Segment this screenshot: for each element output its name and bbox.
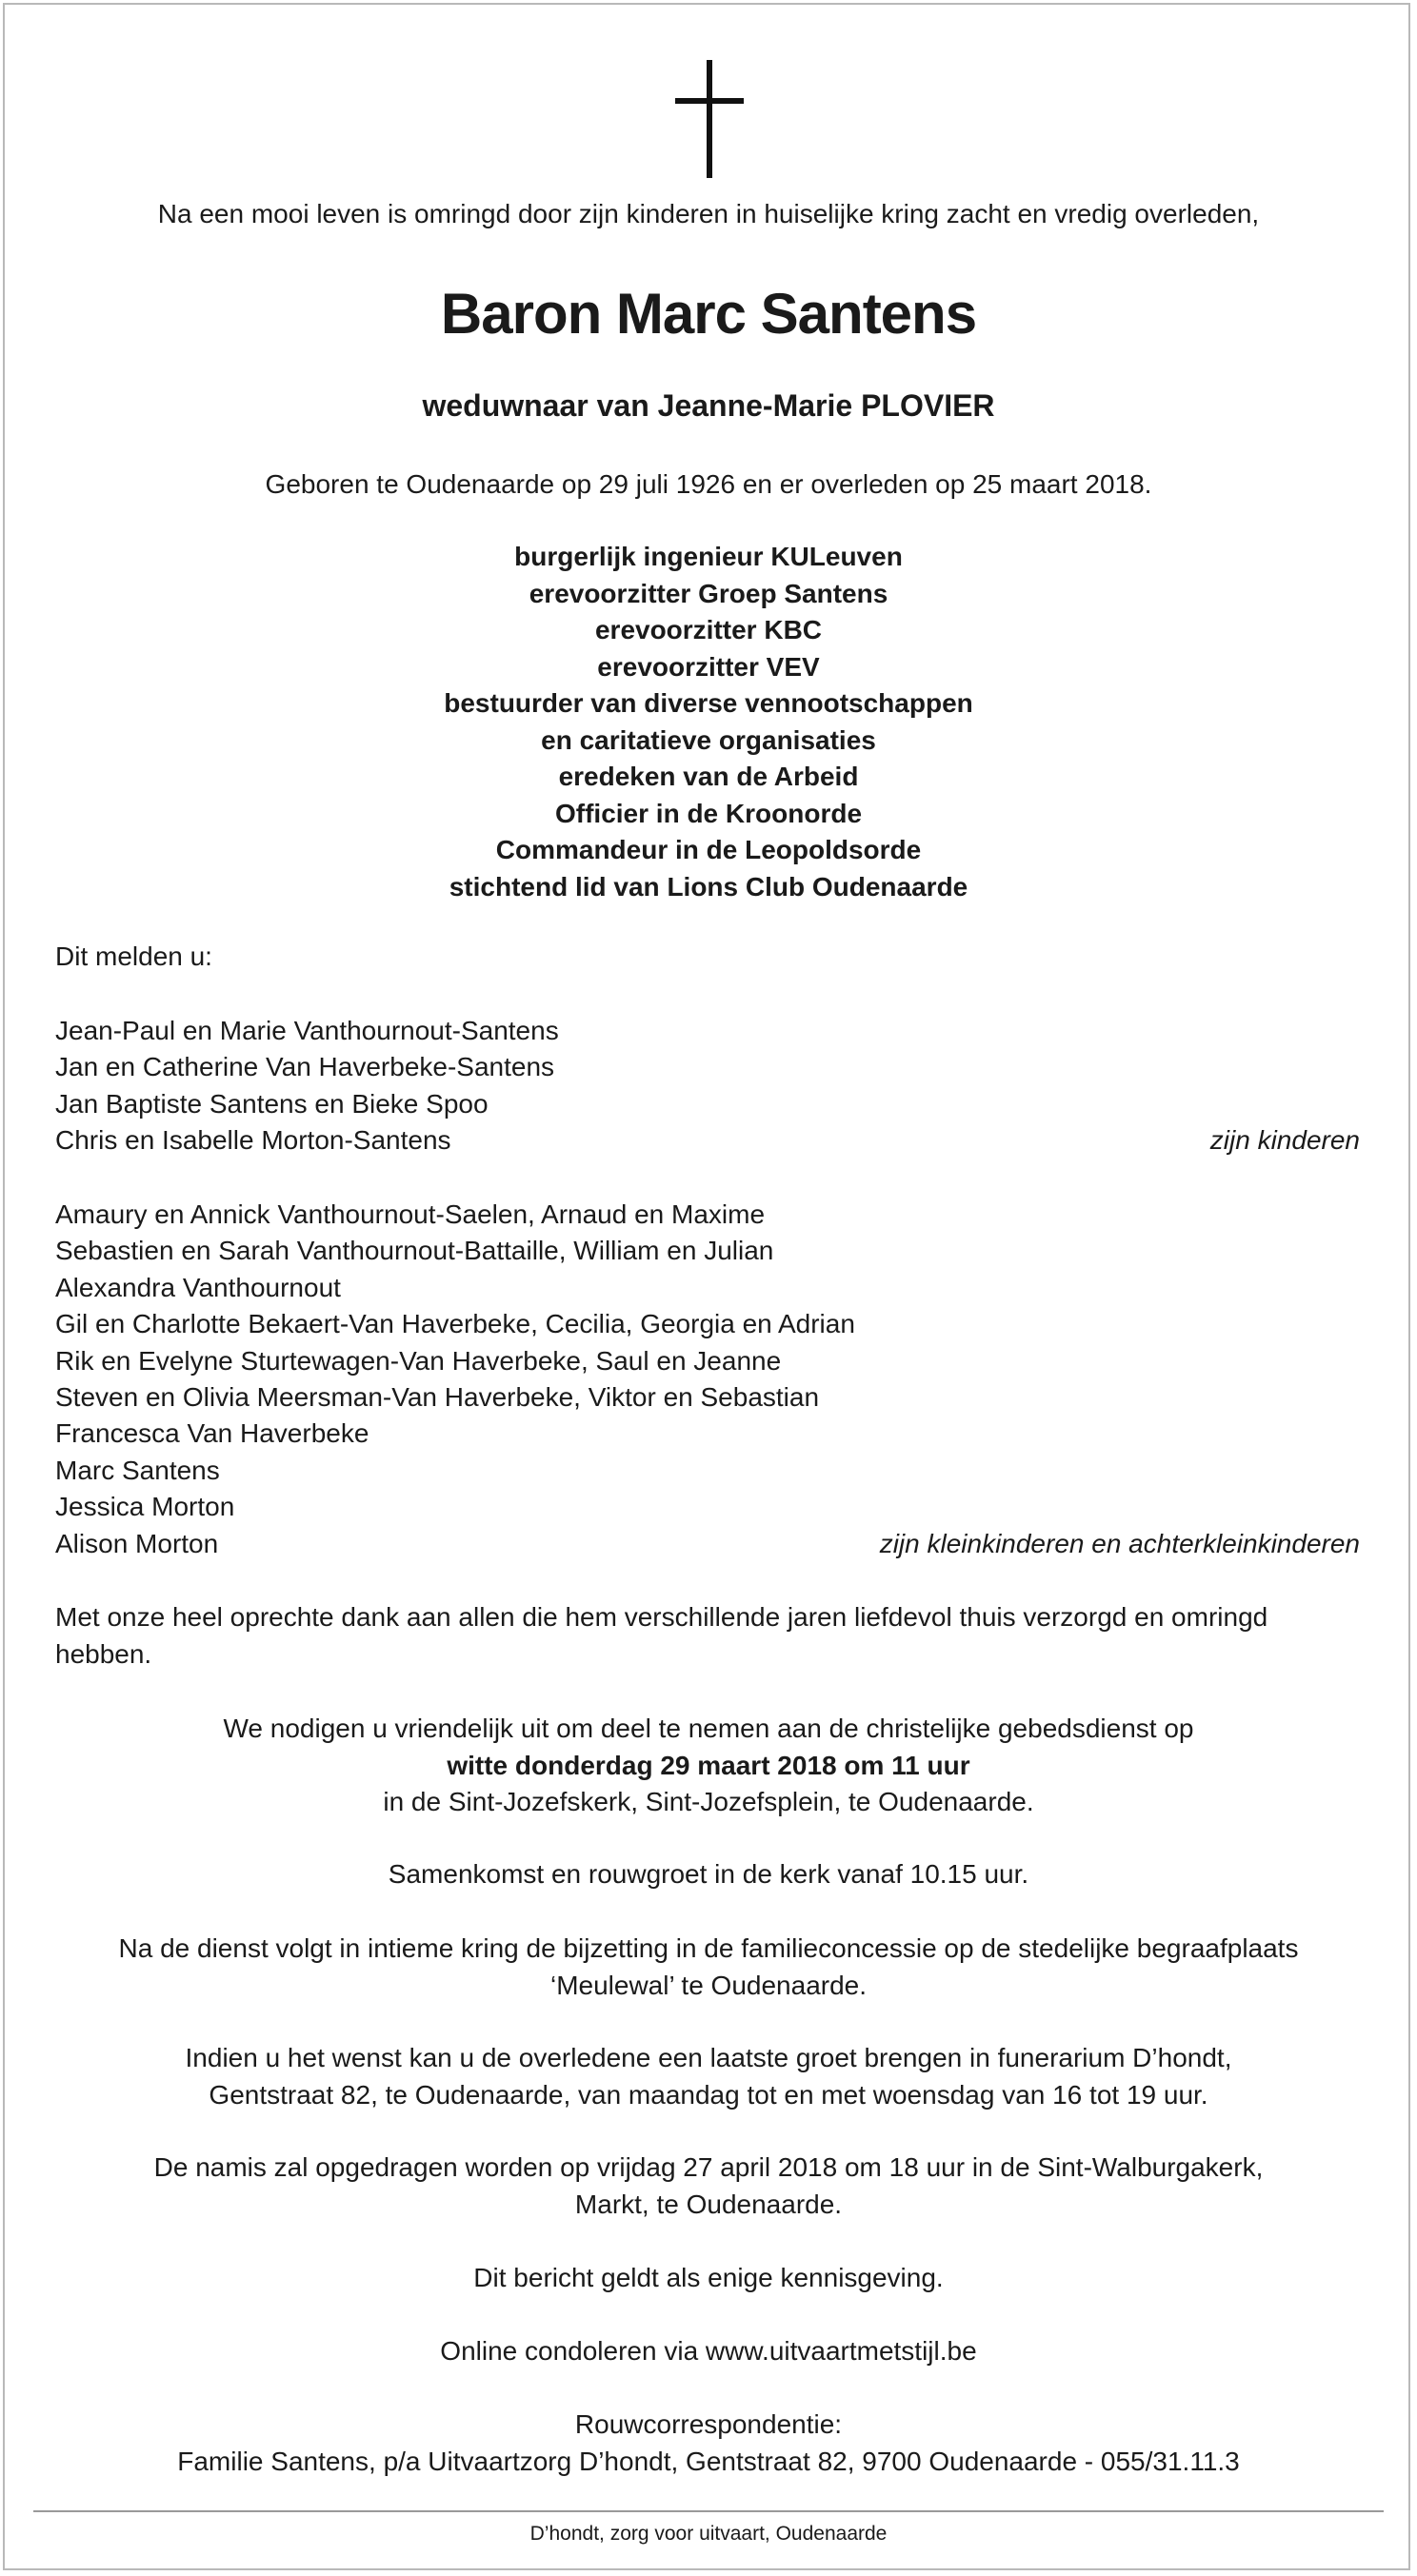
invitation-line: We nodigen u vriendelijk uit om deel te nemen aan de christelijke gebedsdienst op (223, 1714, 1194, 1743)
title-item: en caritatieve organisaties (541, 724, 876, 755)
intro-text: Na een mooi leven is omringd door zijn kinderen in huiselijke kring zacht en vredig overleden, (157, 199, 1260, 228)
family-name: Steven en Olivia Meersman-Van Haverbeke, Viktor en Sebastian (55, 1381, 820, 1412)
list-item (55, 1453, 1360, 1489)
family-name: Amaury en Annick Vanthournout-Saelen, Arnaud en Maxime (55, 1199, 766, 1229)
list-item (55, 1306, 1360, 1342)
family-name: Francesca Van Haverbeke (55, 1418, 369, 1449)
footer-text: D’hondt, zorg voor uitvaart, Oudenaarde (529, 2523, 888, 2545)
funerarium-text (0, 2040, 1417, 2113)
online-condolence: Online condoleren via www.uitvaartmetstijl.be (440, 2336, 977, 2366)
cross-icon (675, 60, 744, 178)
family-name: Jessica Morton (55, 1492, 235, 1522)
title-item: Officier in de Kroonorde (554, 798, 863, 828)
list-item (55, 1489, 1360, 1525)
correspondence-address: Familie Santens, p/a Uitvaartzorg D’hondt, Gentstraat 82, 9700 Oudenaarde - 055/31.11.3 (177, 2446, 1240, 2476)
family-name: Alison Morton (55, 1528, 219, 1558)
deceased-name: Baron Marc Santens (440, 282, 977, 346)
footer-divider (33, 2510, 1384, 2512)
birth-death-line: Geboren te Oudenaarde op 29 juli 1926 en er overleden op 25 maart 2018. (265, 469, 1152, 499)
burial-line: Na de dienst volgt in intieme kring de bijzetting in de familieconcessie op de stedelijke begraafplaats (118, 1933, 1299, 1963)
family-name: Jan Baptiste Santens en Bieke Spoo (55, 1088, 489, 1119)
children-role: zijn kinderen (1209, 1125, 1360, 1156)
family-name: Sebastien en Sarah Vanthournout-Battaille, William en Julian (55, 1236, 774, 1266)
service-location: in de Sint-Jozefskerk, Sint-Jozefsplein, te Oudenaarde. (383, 1787, 1034, 1816)
list-item (55, 1526, 1360, 1562)
correspondence (0, 2407, 1417, 2480)
funerarium-line: Gentstraat 82, te Oudenaarde, van maandag tot en met woensdag van 16 tot 19 uur. (209, 2079, 1208, 2110)
title-item: eredeken van de Arbeid (558, 762, 859, 791)
grandchildren-list (55, 1197, 1360, 1562)
gathering-text: Samenkomst en rouwgroet in de kerk vanaf 10.15 uur. (388, 1859, 1029, 1889)
list-item (55, 1049, 1360, 1085)
titles-list (0, 539, 1417, 905)
list-item (55, 1197, 1360, 1233)
family-name: Jan en Catherine Van Haverbeke-Santens (55, 1052, 555, 1082)
family-name: Chris en Isabelle Morton-Santens (55, 1125, 451, 1156)
service-date: witte donderdag 29 maart 2018 om 11 uur (447, 1750, 970, 1780)
namis-line: De namis zal opgedragen worden op vrijdag 27 april 2018 om 18 uur in de Sint-Walburgakerk, (153, 2152, 1264, 2182)
title-item: erevoorzitter VEV (597, 651, 820, 682)
family-name: Gil en Charlotte Bekaert-Van Haverbeke, Cecilia, Georgia en Adrian (55, 1309, 855, 1339)
family-name: Marc Santens (55, 1455, 220, 1485)
namis-text (0, 2150, 1417, 2223)
title-item: Commandeur in de Leopoldsorde (495, 835, 922, 864)
list-item (55, 1416, 1360, 1452)
list-item (55, 1233, 1360, 1269)
list-item (55, 1122, 1360, 1159)
family-name: Jean-Paul en Marie Vanthournout-Santens (55, 1016, 559, 1045)
title-item: stichtend lid van Lions Club Oudenaarde (449, 871, 968, 902)
widow-line: weduwnaar van Jeanne-Marie PLOVIER (422, 388, 995, 423)
notice-text: Dit bericht geldt als enige kennisgeving. (473, 2263, 944, 2292)
thanks-paragraph: Met onze heel oprechte dank aan allen die hem verschillende jaren liefdevol thuis verzorgd en omringd hebben. (55, 1602, 1268, 1669)
burial-text (0, 1931, 1417, 2004)
list-item (55, 1086, 1360, 1122)
grandchildren-role: zijn kleinkinderen en achterkleinkinderen (879, 1528, 1360, 1558)
list-item (55, 1379, 1360, 1416)
invitation (0, 1711, 1417, 1821)
list-item (55, 1343, 1360, 1379)
family-name: Alexandra Vanthournout (55, 1272, 341, 1302)
title-item: erevoorzitter KBC (594, 615, 823, 644)
burial-line: ‘Meulewal’ te Oudenaarde. (549, 1970, 868, 2000)
title-item: burgerlijk ingenieur KULeuven (514, 542, 903, 571)
namis-line: Markt, te Oudenaarde. (574, 2189, 843, 2219)
title-item: erevoorzitter Groep Santens (529, 578, 888, 608)
announcement-label: Dit melden u: (55, 941, 212, 971)
family-name: Rik en Evelyne Sturtewagen-Van Haverbeke, Saul en Jeanne (55, 1345, 782, 1376)
list-item (55, 1013, 1360, 1049)
title-item: bestuurder van diverse vennootschappen (444, 688, 973, 718)
children-list (55, 1013, 1360, 1159)
funerarium-line: Indien u het wenst kan u de overledene een laatste groet brengen in funerarium D’hondt, (185, 2043, 1232, 2072)
correspondence-label: Rouwcorrespondentie: (574, 2409, 843, 2439)
list-item (55, 1270, 1360, 1306)
